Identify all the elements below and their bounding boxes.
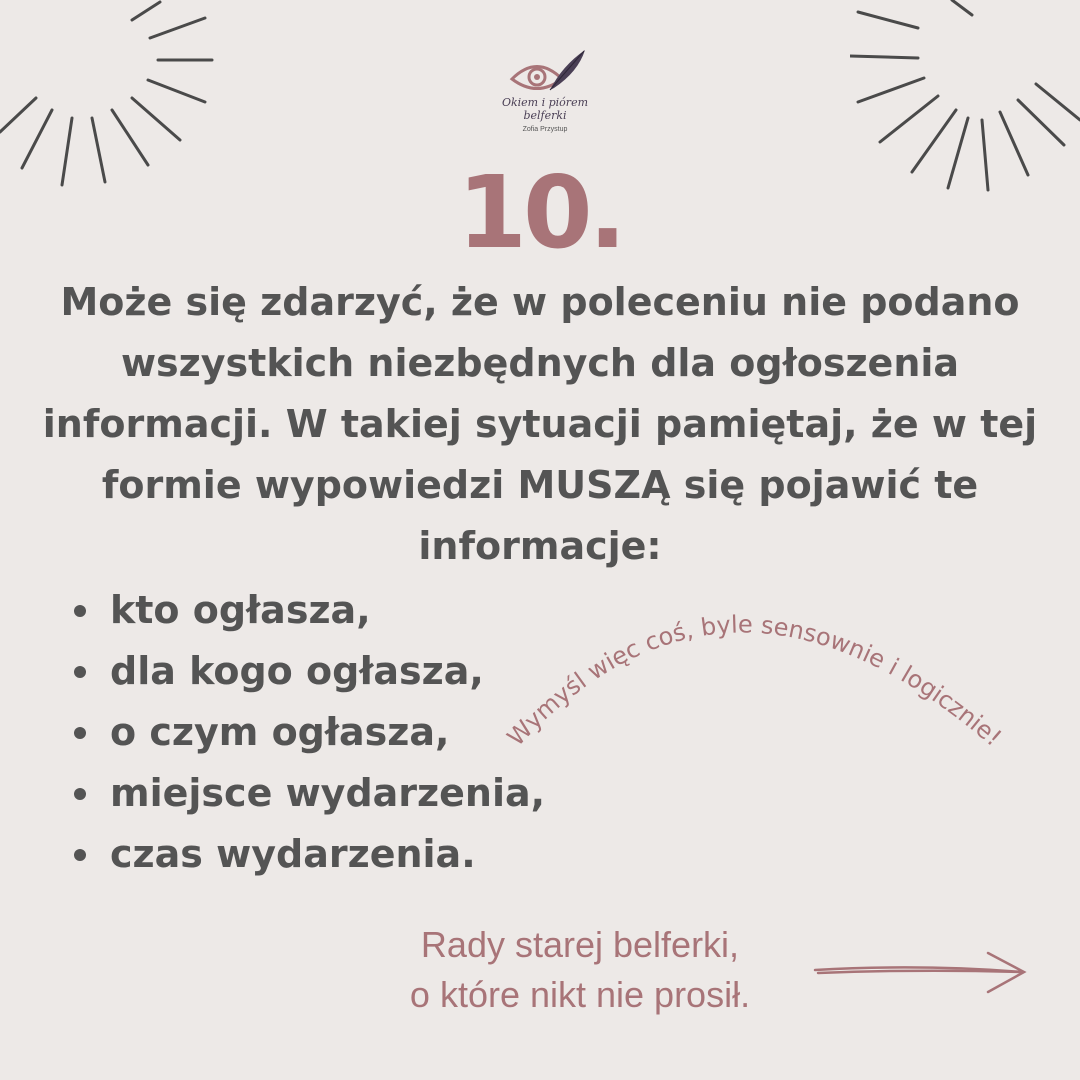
bullet-icon xyxy=(74,788,86,800)
arrow-right-icon xyxy=(810,950,1030,1000)
list-item-text: kto ogłasza, xyxy=(110,588,371,632)
tip-number: 10. xyxy=(457,154,623,271)
bullet-icon xyxy=(74,605,86,617)
list-item-text: czas wydarzenia. xyxy=(110,832,476,876)
list-item xyxy=(70,580,545,641)
list-item xyxy=(70,641,545,702)
required-info-list xyxy=(70,580,545,885)
footer-tagline xyxy=(330,920,830,1020)
bullet-icon xyxy=(74,849,86,861)
list-item-text: miejsce wydarzenia, xyxy=(110,771,546,815)
logo-author: Zofia Przystup xyxy=(522,126,568,133)
curved-note-textpath: Wymyśl więc coś, byle sensownie i logicznie! xyxy=(501,610,1008,752)
curved-note xyxy=(490,570,1030,770)
list-item xyxy=(70,702,545,763)
brand-logo xyxy=(490,46,600,133)
footer-line-1: Rady starej belferki, xyxy=(420,924,740,965)
curved-note-text xyxy=(502,610,1007,751)
eye-feather-icon xyxy=(490,46,600,92)
bullet-icon xyxy=(74,666,86,678)
logo-script-line-1: Okiem i piórem xyxy=(501,96,589,109)
list-item-text: dla kogo ogłasza, xyxy=(110,649,484,693)
bullet-icon xyxy=(74,727,86,739)
list-item-text: o czym ogłasza, xyxy=(110,710,450,754)
logo-script-line-2: belferki xyxy=(523,109,567,122)
list-item xyxy=(70,763,545,824)
intro-paragraph: Może się zdarzyć, że w poleceniu nie podano wszystkich niezbędnych dla ogłoszenia informacji. W takiej sytuacji pamiętaj, że w tej formie wypowiedzi MUSZĄ się pojawić te informacje: xyxy=(42,280,1038,568)
footer-line-2: o które nikt nie prosił. xyxy=(409,974,751,1015)
list-item xyxy=(70,824,545,885)
